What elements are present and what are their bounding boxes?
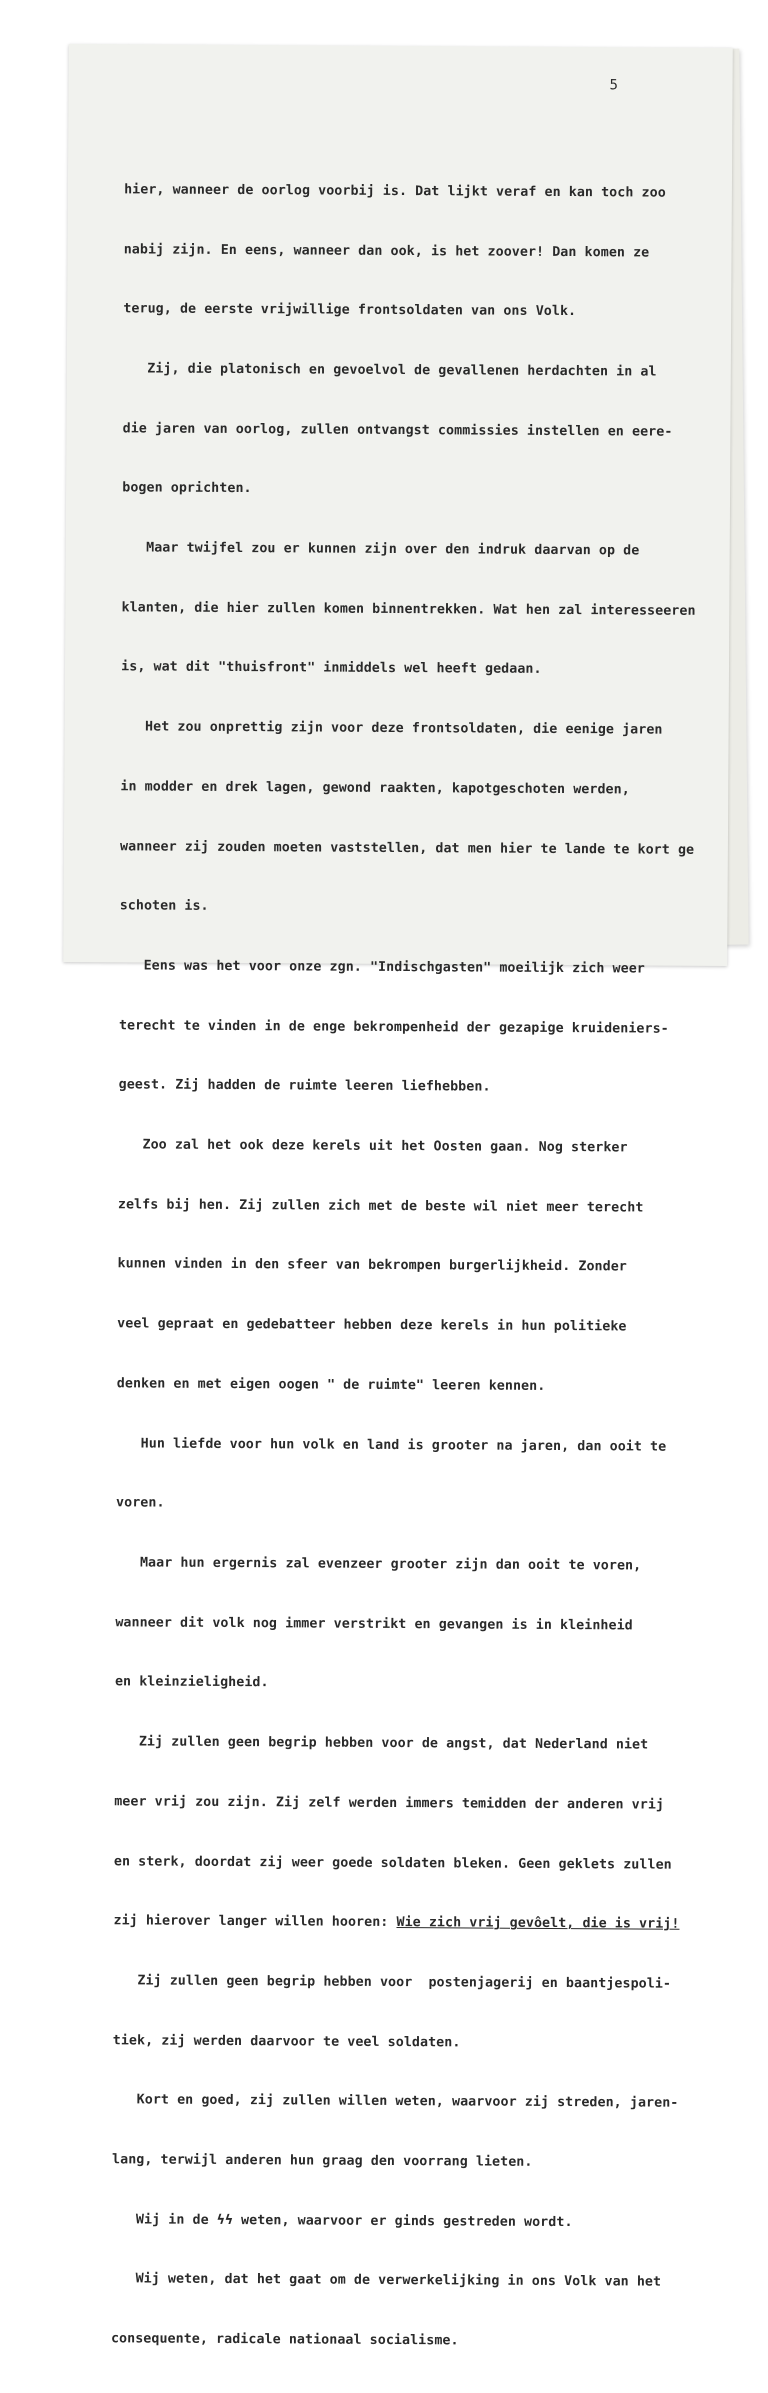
text-line: Het zou onprettig zijn voor deze frontsoldaten, die eenige jaren bbox=[104, 719, 663, 738]
text-line: Zoo zal het ook deze kerels uit het Oosten gaan. Nog sterker bbox=[102, 1137, 628, 1156]
text-line: klanten, die hier zullen komen binnentrekken. Wat hen zal interesseeren bbox=[105, 599, 696, 619]
text-line: lang, terwijl anderen hun graag den voorrang lieten. bbox=[95, 2152, 533, 2170]
text-line: bogen oprichten. bbox=[106, 480, 252, 497]
text-line: meer vrij zou zijn. Zij zelf werden immers temidden der anderen vrij bbox=[98, 1793, 665, 1813]
text-line: zij hierover langer willen hooren: bbox=[97, 1913, 397, 1931]
text-line: hier, wanneer de oorlog voorbij is. Dat lijkt veraf en kan toch zoo bbox=[107, 182, 666, 201]
text-line-with-underline bbox=[97, 1911, 717, 1935]
text-line: in modder en drek lagen, gewond raakten, kapotgeschoten werden, bbox=[104, 779, 630, 798]
underlined-phrase: Wie zich vrij gevôelt, die is vrij! bbox=[396, 1915, 680, 1932]
text-line: terug, de eerste vrijwillige frontsoldaten van ons Volk. bbox=[107, 301, 577, 320]
text-line: Zij zullen geen begrip hebben voor postenjagerij en baantjespoli- bbox=[96, 1973, 672, 1992]
text-line: nabij zijn. En eens, wanneer dan ook, is het zoover! Dan komen ze bbox=[107, 241, 650, 261]
text-line: schoten is. bbox=[103, 898, 209, 915]
text-line: denken en met eigen oogen " de ruimte" leeren kennen. bbox=[100, 1376, 546, 1394]
text-line: zelfs bij hen. Zij zullen zich met de beste wil niet meer terecht bbox=[101, 1196, 644, 1216]
text-line: is, wat dit "thuisfront" inmiddels wel heeft gedaan. bbox=[104, 659, 542, 678]
text-line: consequente, radicale nationaal socialisme. bbox=[94, 2331, 459, 2349]
text-line: en kleinzieligheid. bbox=[98, 1674, 269, 1691]
text-line: en sterk, doordat zij weer goede soldaten bleken. Geen geklets zullen bbox=[97, 1853, 672, 1873]
text-line: Zij, die platonisch en gevoelvol de gevallenen herdachten in al bbox=[106, 361, 657, 380]
text-line: Maar hun ergernis zal evenzeer grooter zijn dan ooit te voren, bbox=[99, 1555, 642, 1574]
text-line: wanneer dit volk nog immer verstrikt en gevangen is in kleinheid bbox=[99, 1614, 633, 1634]
text-line: terecht te vinden in de enge bekrompenheid der gezapige kruideniers- bbox=[102, 1017, 669, 1037]
text-line: kunnen vinden in den sfeer van bekrompen burgerlijkheid. Zonder bbox=[101, 1256, 627, 1275]
typewritten-page bbox=[63, 44, 733, 2349]
text-line: Wij weten, dat het gaat om de verwerkelijking in ons Volk van het bbox=[95, 2271, 662, 2291]
text-line: Maar twijfel zou er kunnen zijn over den indruk daarvan op de bbox=[105, 540, 640, 559]
text-line: Zij zullen geen begrip hebben voor de angst, dat Nederland niet bbox=[98, 1734, 649, 1753]
text-line: Kort en goed, zij zullen willen weten, waarvoor zij streden, jaren- bbox=[96, 2092, 679, 2112]
text-line: Wij in de ϟϟ weten, waarvoor er ginds gestreden wordt. bbox=[95, 2211, 573, 2230]
page-number: 5 bbox=[609, 77, 619, 94]
typed-body bbox=[94, 140, 728, 2393]
text-line: tiek, zij werden daarvoor te veel soldaten. bbox=[96, 2032, 461, 2051]
text-line: wanneer zij zouden moeten vaststellen, dat men hier te lande te kort ge bbox=[103, 838, 695, 858]
text-line: geest. Zij hadden de ruimte leeren liefhebben. bbox=[102, 1077, 491, 1095]
text-line: Hun liefde voor hun volk en land is grooter na jaren, dan ooit te bbox=[100, 1435, 667, 1455]
text-line: voren. bbox=[99, 1495, 165, 1511]
text-line: veel gepraat en gedebatteer hebben deze kerels in hun politieke bbox=[100, 1316, 627, 1335]
text-line: Eens was het voor onze zgn. "Indischgasten" moeilijk zich weer bbox=[103, 958, 645, 977]
text-line: die jaren van oorlog, zullen ontvangst commissies instellen en eere- bbox=[106, 420, 673, 440]
